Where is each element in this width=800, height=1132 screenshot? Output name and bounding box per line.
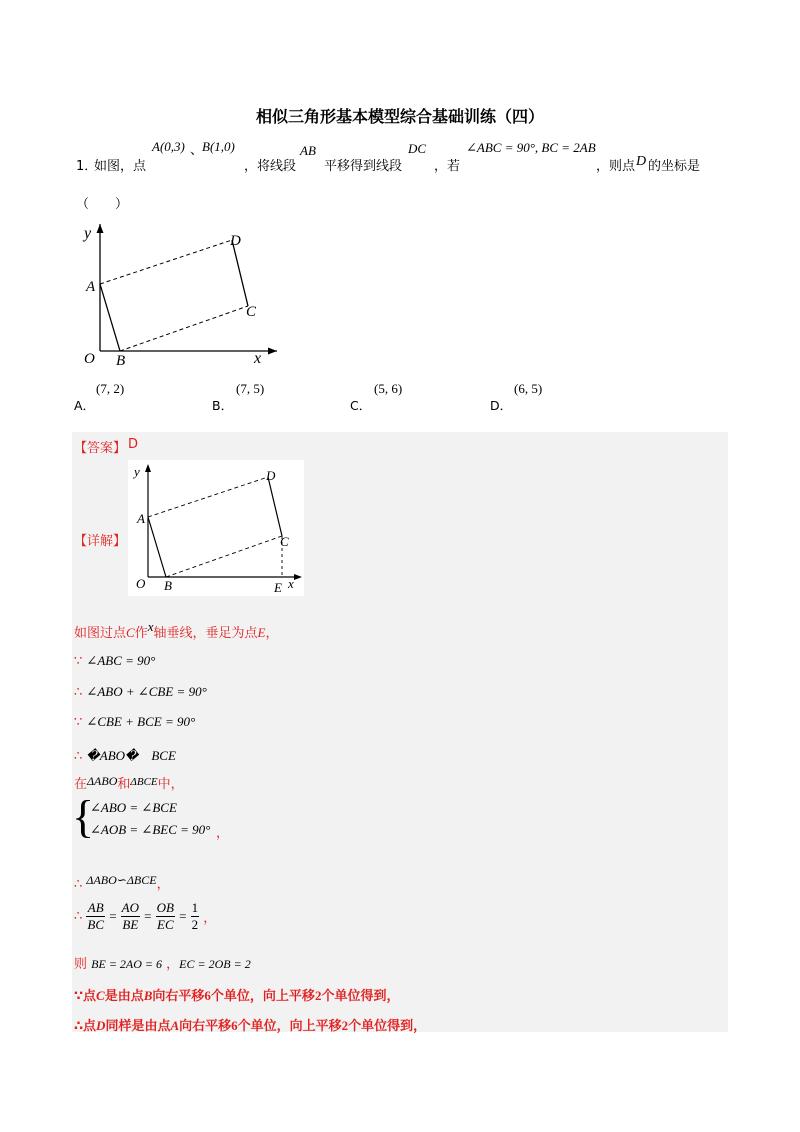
option-b-value: (7, 5) — [236, 381, 265, 396]
question-text-3: 平移得到线段 — [324, 159, 403, 174]
sol-l6-b: 和 — [117, 777, 131, 792]
segment-dc-line — [232, 240, 248, 306]
sol-l11-b: 是由点 — [104, 989, 144, 1004]
question-condition: ∠ABC = 90°, BC = 2AB — [466, 140, 596, 155]
system-eq-2: ∠AOB = ∠BEC = 90° — [90, 822, 211, 837]
answer-blank: （ ） — [76, 197, 129, 212]
solution-figure — [128, 460, 304, 596]
point-b-expr: B(1,0) — [202, 139, 235, 154]
sol-l12-b: 同样是由点 — [105, 1019, 171, 1034]
sol-l12-apt: A — [170, 1018, 180, 1033]
sol-l6-t1: ΔABO — [87, 774, 118, 788]
segment-dc: DC — [408, 141, 427, 156]
sol-l12-d2: 个单位，向上平移 — [237, 1019, 342, 1034]
option-a-letter: A． — [74, 398, 96, 413]
label-c: C — [246, 304, 257, 320]
equals: = — [179, 908, 187, 924]
sol-l1-x: x — [147, 619, 154, 634]
x-axis-arrow — [268, 348, 277, 355]
sol-l6-c: 中， — [157, 777, 184, 792]
therefore-symbol: ∴ — [74, 749, 83, 764]
label-d: D — [230, 233, 241, 249]
sol-l8-end: ， — [156, 877, 170, 892]
label-x: x — [254, 350, 262, 367]
fraction-ob-ec: $\frac{OB}{EC}$ — [156, 900, 174, 932]
label-a-2: A — [137, 511, 145, 526]
sol-l12-2: 2 — [341, 1018, 349, 1033]
system-comma: ， — [216, 826, 230, 841]
sol-l11-e: 个单位得到， — [321, 989, 400, 1004]
sol-l1-b: 作 — [134, 626, 148, 641]
sol-l11-c2: 向右平移 — [152, 989, 205, 1004]
label-b: B — [116, 353, 126, 369]
question-sep: 、 — [190, 143, 204, 158]
question-text-4: ，若 — [434, 159, 461, 174]
label-y-2: y — [134, 464, 140, 479]
fraction-ao-be: $\frac{AO}{BE}$ — [121, 900, 140, 932]
sol-l10-m1: BE = 2AO = 6 — [91, 957, 163, 971]
solution-line-4 — [74, 714, 195, 730]
sol-l11-c: C — [96, 988, 105, 1003]
sol-l10-m2: EC = 2OB = 2 — [179, 957, 251, 971]
option-c-value: (5, 6) — [374, 381, 403, 396]
sol-l1-a: 如图过点 — [74, 626, 127, 641]
label-y: y — [84, 225, 92, 242]
equals: = — [144, 908, 152, 924]
solution-line-1 — [74, 619, 279, 641]
label-b-2: B — [164, 578, 172, 593]
label-e-2: E — [274, 580, 282, 595]
solution-line-3 — [74, 684, 207, 700]
question-text-5: ，则点 — [596, 159, 636, 174]
equals: = — [109, 908, 117, 924]
question-text-1: 如图，点 — [94, 159, 147, 174]
option-d-value: (6, 5) — [514, 381, 543, 396]
therefore-symbol: ∴ — [74, 685, 83, 700]
sol-l11-d: 个单位，向上平移 — [210, 989, 315, 1004]
solution-line-8 — [74, 873, 170, 892]
dashed-bc — [120, 306, 248, 351]
segment-ab: AB — [300, 143, 316, 158]
solution-line-6 — [74, 773, 184, 792]
sol-l1-c2: 轴垂线，垂足为点 — [153, 626, 258, 641]
sol-l6-t2: ΔBCE — [130, 776, 158, 788]
solution-line-5 — [74, 745, 176, 764]
sol-l10-a: 则 — [74, 957, 88, 972]
sol-l4-math: ∠CBE + BCE = 90° — [86, 714, 196, 729]
label-o-2: O — [136, 576, 146, 591]
sol-l11-2: 2 — [314, 988, 322, 1003]
sol-l5-math: �ABO� BCE — [86, 748, 176, 763]
sol-l11-6: 6 — [204, 988, 211, 1003]
solution-line-10 — [74, 953, 251, 972]
sol-l12-a: ∴点 — [74, 1019, 97, 1034]
sol-l1-c: C — [126, 625, 135, 640]
sol-l10-sep: ， — [166, 957, 180, 972]
solution-line-11 — [74, 985, 399, 1004]
option-c-letter: C． — [350, 398, 372, 413]
sol-l2-math: ∠ABC = 90° — [86, 653, 156, 668]
answer-value: D — [128, 437, 139, 452]
question-figure — [72, 218, 282, 370]
label-o: O — [84, 351, 95, 367]
point-a-expr: A(0,3) — [152, 139, 185, 154]
sol-l1-d: ， — [265, 626, 279, 641]
point-d-label: D — [636, 154, 647, 169]
sol-l11-bpt: B — [143, 988, 153, 1003]
fraction-one-half: $\frac{1}{2}$ — [191, 900, 199, 932]
therefore-symbol: ∴ — [74, 909, 83, 924]
because-symbol: ∵ — [74, 715, 83, 730]
label-c-2: C — [280, 534, 289, 549]
dashed-ad — [100, 240, 232, 284]
sol-l3-math: ∠ABO + ∠CBE = 90° — [86, 684, 207, 699]
sol-l12-6: 6 — [231, 1018, 238, 1033]
segment-ab-line — [100, 284, 120, 351]
sol-l12-e: 个单位得到， — [348, 1019, 427, 1034]
label-x-2: x — [288, 576, 294, 591]
option-d-letter: D． — [490, 398, 513, 413]
solution-line-2 — [74, 653, 155, 669]
question-text-6: 的坐标是 — [648, 159, 701, 174]
question-number: 1． — [76, 159, 98, 174]
label-a: A — [86, 279, 96, 295]
answer-label: 【答案】 — [74, 441, 127, 456]
sol-l11-a: ∵点 — [74, 989, 97, 1004]
sol-l12-c: 向右平移 — [179, 1019, 232, 1034]
because-symbol: ∵ — [74, 654, 83, 669]
system-eq-1: ∠ABO = ∠BCE — [90, 800, 177, 815]
sol-l9-end: ， — [203, 911, 217, 926]
detail-label: 【详解】 — [74, 534, 127, 549]
y-axis-arrow — [97, 224, 104, 233]
system-brace: { — [72, 791, 95, 842]
sol-l1-e: E — [257, 625, 266, 640]
therefore-symbol: ∴ — [74, 877, 83, 892]
page-title: 相似三角形基本模型综合基础训练（四） — [255, 107, 544, 126]
option-a-value: (7, 2) — [96, 381, 125, 396]
sol-l6-a: 在 — [74, 777, 88, 792]
option-b-letter: B． — [212, 398, 234, 413]
question-text-2: ，将线段 — [244, 159, 297, 174]
solution-line-12 — [74, 1015, 426, 1034]
sol-l12-d: D — [96, 1018, 106, 1033]
sol-l8-math: ΔABO∽ΔBCE — [86, 873, 157, 887]
label-d-2: D — [266, 468, 276, 483]
fraction-ab-bc: $\frac{AB}{BC}$ — [87, 900, 105, 932]
solution-line-9 — [74, 900, 216, 933]
